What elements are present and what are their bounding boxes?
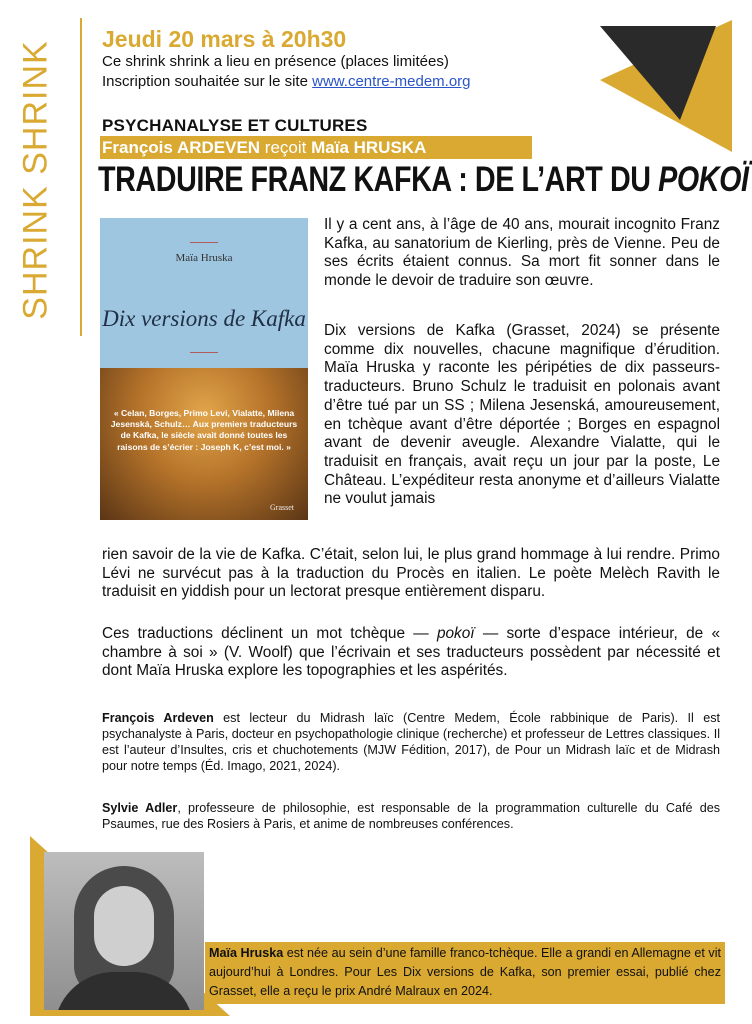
section-heading: PSYCHANALYSE ET CULTURES <box>102 116 368 135</box>
bio-adler <box>102 800 720 832</box>
vertical-divider <box>80 18 82 336</box>
host-name: François ARDEVEN <box>102 138 261 157</box>
bio-ardeven-text: est lecteur du Midrash laïc (Centre Medem, École rabbinique de Paris). Il est psychanalyste à Paris, docteur en psychopathologie clinique (recherche) et professeur de Lettres classiques. Il est l’auteur d’Insultes, cris et chuchotements (MJW Fédition, 2017), de Pour un Midrash laïc et de Midrash pour notre temps (Éd. Imago, 2021, 2024). <box>102 711 720 773</box>
brand-text: SHRINK SHRINK <box>16 40 55 320</box>
paragraph-intro: Il y a cent ans, à l’âge de 40 ans, mourait incognito Franz Kafka, au sanatorium de Kierling, près de Vienne. Peu de ses écrits étaient connus. Sa mort fit sonner dans le monde le devoir de traduire son œuvre. <box>324 216 720 290</box>
bio-ardeven <box>102 710 720 774</box>
event-info-presence: Ce shrink shrink a lieu en présence (places limitées) <box>102 53 449 70</box>
host-verb: reçoit <box>260 138 312 157</box>
page-title <box>98 160 749 200</box>
cover-title: Dix versions de Kafka <box>102 306 306 331</box>
portrait-photo <box>44 852 204 1010</box>
cover-publisher: Grasset <box>270 503 294 512</box>
bio-hruska-name: Maïa Hruska <box>209 946 284 960</box>
decor-triangles-top <box>600 20 732 152</box>
p3-start: Ces traductions déclinent un mot tchèque — <box>102 625 437 642</box>
p3-italic: pokoï <box>436 625 475 642</box>
portrait-face <box>94 886 154 966</box>
bio-ardeven-name: François Ardeven <box>102 711 214 725</box>
book-cover <box>100 218 308 520</box>
cover-blurb: « Celan, Borges, Primo Levi, Vialatte, Milena Jesenská, Schulz… Aux premiers traducteurs de Kafka, le siècle avait donné toutes les raisons de s’écrier : Joseph K, c’est moi. » <box>110 408 298 452</box>
cover-rule-bottom <box>190 352 218 353</box>
title-main: TRADUIRE FRANZ KAFKA : DE L’ART DU <box>98 160 659 199</box>
cover-author: Maïa Hruska <box>175 252 233 264</box>
paragraph-book: Dix versions de Kafka (Grasset, 2024) se présente comme dix nouvelles, chacune magnifique d’érudition. Maïa Hruska y raconte les péripéties de dix passeurs-traducteurs. Bruno Schulz le traduisit en polonais avant d’être tué par un SS ; Milena Jesenská, amoureusement, en tchèque avant d’être déportée ; Borges en espagnol avant de devenir aveugle. Alexandre Vialatte, qui le traduisit en français, avait reçu un jour par la poste, Le Château. L’expéditeur resta anonyme et d’ailleurs Vialatte ne voulut jamais <box>324 322 720 508</box>
guest-name: Maïa HRUSKA <box>311 138 427 157</box>
registration-link[interactable]: www.centre-medem.org <box>312 73 471 90</box>
bio-hruska-text: est née au sein d’une famille franco-tchèque. Elle a grandi en Allemagne et vit aujourd’hui à Londres. Pour Les Dix versions de Kafka, son premier essai, publié chez Grasset, elle a reçu le prix André Malraux en 2024. <box>209 946 721 998</box>
title-italic: POKOÏ <box>658 160 749 199</box>
p3-end: — sorte d’espace intérieur, de « chambre à soi » (V. Woolf) que l’écrivain et ses traducteurs possèdent par nécessité et dont Maïa Hruska explore les topographies et les aspérités. <box>102 625 720 680</box>
vertical-brand-label <box>6 20 66 340</box>
bio-adler-name: Sylvie Adler <box>102 801 178 815</box>
bio-adler-text: , professeure de philosophie, est responsable de la programmation culturelle du Café des Psaumes, rue des Rosiers à Paris, et anime de nombreuses conférences. <box>102 801 720 831</box>
event-info-registration <box>102 73 471 90</box>
paragraph-pokoi <box>102 625 720 681</box>
host-line <box>102 138 426 158</box>
cover-rule-top <box>190 242 218 243</box>
registration-prefix: Inscription souhaitée sur le site <box>102 73 313 90</box>
portrait-shoulders <box>54 972 194 1010</box>
paragraph-book-continued: rien savoir de la vie de Kafka. C’était, selon lui, le plus grand hommage à lui rendre. Primo Lévi ne survécut pas à la traduction du Procès en italien. Le poète Melèch Ravith le traduisit en yiddish pour un lectorat presque entièrement disparu. <box>102 546 720 601</box>
bio-hruska <box>209 944 721 1001</box>
event-date: Jeudi 20 mars à 20h30 <box>102 26 347 52</box>
